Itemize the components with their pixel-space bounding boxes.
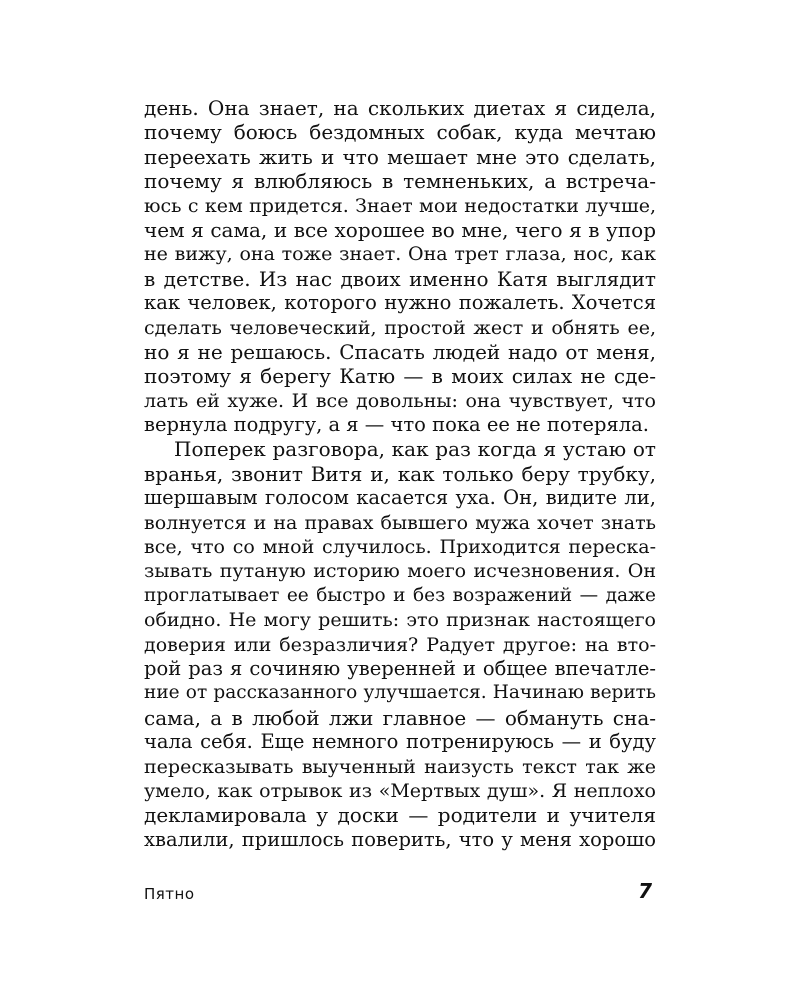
text-line: волнуется и на правах бывшего мужа хочет знать xyxy=(144,511,656,534)
text-line: зывать путаную историю моего исчезновения. Он xyxy=(144,560,656,583)
text-line: почему я влюбляюсь в темненьких, а встреча- xyxy=(144,169,656,194)
text-line: юсь с кем придется. Знает мои недостатки лучше, xyxy=(144,194,656,217)
text-line: пересказывать выученный наизусть текст так же xyxy=(144,755,656,778)
page-number: 7 xyxy=(638,879,652,903)
text-line: в детстве. Из нас двоих именно Катя выглядит xyxy=(144,266,656,291)
text-line: чем я сама, и все хорошее во мне, чего я в упор xyxy=(144,217,656,242)
text-line: ние от рассказанного улучшается. Начинаю верить xyxy=(144,682,656,704)
text-line: все, что со мной случилось. Приходится переска- xyxy=(144,536,656,559)
text-line: доверия или безразличия? Радует другое: на вто- xyxy=(144,633,656,656)
paragraph-start-line: Поперек разговора, как раз когда я устаю от xyxy=(174,437,656,462)
text-line: хвалили, пришлось поверить, что у меня хорошо xyxy=(144,827,656,851)
text-line: почему боюсь бездомных собак, куда мечтаю xyxy=(144,120,656,145)
text-line: сделать человеческий, простой жест и обнять ее, xyxy=(144,316,656,339)
text-line: рой раз я сочиняю уверенней и общее впечатле- xyxy=(144,656,656,680)
body-text xyxy=(144,96,656,852)
text-line: чала себя. Еще немного потренируюсь — и буду xyxy=(144,730,656,754)
text-line: как человек, которого нужно пожалеть. Хочется xyxy=(144,291,656,315)
text-line: декламировала у доски — родители и учителя xyxy=(144,803,656,828)
text-line: лать ей хуже. И все довольны: она чувствует, что xyxy=(144,389,656,412)
text-line: умело, как отрывок из «Мертвых душ». Я неплохо xyxy=(144,779,656,802)
paragraph-end-line: вернула подругу, а я — что пока ее не потеряла. xyxy=(144,413,649,437)
text-line: шершавым голосом касается уха. Он, видите ли, xyxy=(144,486,656,510)
text-line: поэтому я берегу Катю — в моих силах не сде- xyxy=(144,364,656,389)
text-line: переехать жить и что мешает мне это сделать, xyxy=(144,144,656,169)
text-line: проглатывает ее быстро и без возражений — даже xyxy=(144,584,656,606)
running-footer-title: Пятно xyxy=(144,885,195,903)
text-line: обидно. Не могу решить: это признак настоящего xyxy=(144,609,656,632)
text-line: день. Она знает, на скольких диетах я сидела, xyxy=(144,96,656,120)
text-line: сама, а в любой лжи главное — обмануть сна- xyxy=(144,705,656,730)
text-line: но я не решаюсь. Спасать людей надо от меня, xyxy=(144,339,656,364)
text-line: не вижу, она тоже знает. Она трет глаза, нос, как xyxy=(144,243,656,266)
text-line: вранья, звонит Витя и, как только беру трубку, xyxy=(144,461,656,486)
